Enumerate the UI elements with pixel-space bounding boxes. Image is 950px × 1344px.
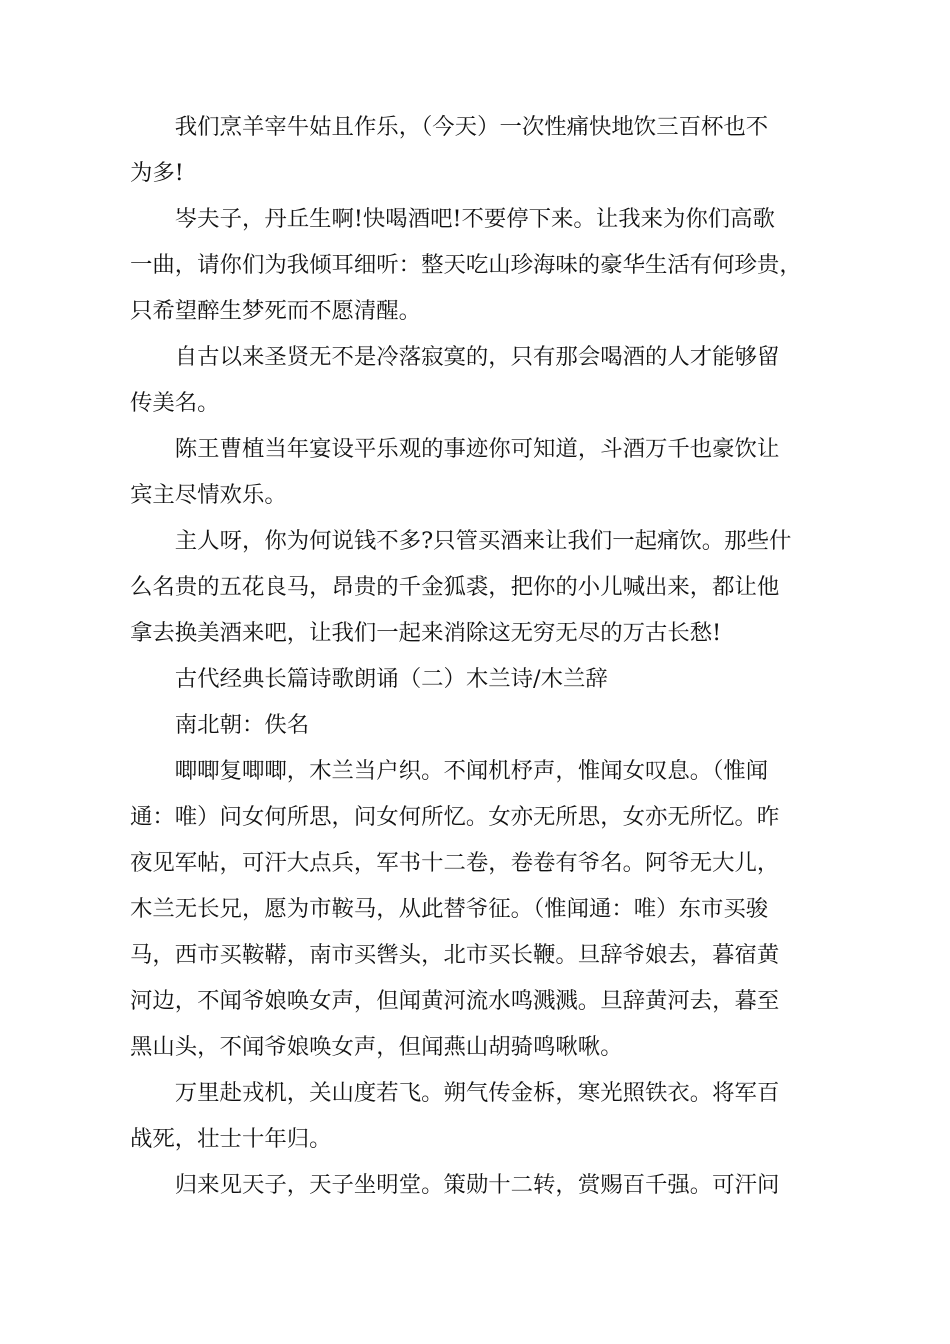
document-page	[130, 104, 820, 1208]
paragraph-8	[130, 748, 820, 1070]
text-line: 归来见天子，天子坐明堂。策勋十二转，赏赐百千强。可汗问	[174, 1172, 780, 1198]
text-line: 一曲，请你们为我倾耳细听：整天吃山珍海味的豪华生活有何珍贵，	[130, 252, 802, 278]
author-text: 南北朝：佚名	[174, 712, 310, 738]
text-line: 传美名。	[130, 390, 220, 416]
text-line: 通：唯）问女何所思，问女何所忆。女亦无所思，女亦无所忆。昨	[130, 804, 780, 830]
text-line: 宾主尽情欢乐。	[130, 482, 287, 508]
text-line: 么名贵的五花良马，昂贵的千金狐裘，把你的小儿喊出来，都让他	[130, 574, 780, 600]
text-line: 马，西市买鞍鞯，南市买辔头，北市买长鞭。旦辞爷娘去，暮宿黄	[130, 942, 780, 968]
paragraph-9	[130, 1070, 820, 1162]
text-line: 河边，不闻爷娘唤女声，但闻黄河流水鸣溅溅。旦辞黄河去，暮至	[130, 988, 780, 1014]
text-line: 陈王曹植当年宴设平乐观的事迹你可知道，斗酒万千也豪饮让	[174, 436, 780, 462]
text-line: 我们烹羊宰牛姑且作乐，（今天）一次性痛快地饮三百杯也不	[174, 114, 769, 140]
text-line: 主人呀，你为何说钱不多?只管买酒来让我们一起痛饮。那些什	[174, 528, 792, 554]
paragraph-4	[130, 426, 820, 518]
paragraph-10	[130, 1162, 820, 1208]
text-line: 只希望醉生梦死而不愿清醒。	[130, 298, 422, 324]
text-line: 自古以来圣贤无不是冷落寂寞的，只有那会喝酒的人才能够留	[174, 344, 780, 370]
text-line: 木兰无长兄，愿为市鞍马，从此替爷征。（惟闻通：唯）东市买骏	[130, 896, 769, 922]
paragraph-1	[130, 104, 820, 196]
section-heading	[130, 656, 820, 702]
text-line: 唧唧复唧唧，木兰当户织。不闻机杼声，惟闻女叹息。（惟闻	[174, 758, 769, 784]
text-line: 岑夫子，丹丘生啊!快喝酒吧!不要停下来。让我来为你们高歌	[174, 206, 775, 232]
text-line: 为多!	[130, 160, 184, 186]
author-line	[130, 702, 820, 748]
text-line: 黑山头，不闻爷娘唤女声，但闻燕山胡骑鸣啾啾。	[130, 1034, 623, 1060]
paragraph-2	[130, 196, 820, 334]
text-line: 万里赴戎机，关山度若飞。朔气传金柝，寒光照铁衣。将军百	[174, 1080, 780, 1106]
text-line: 拿去换美酒来吧，让我们一起来消除这无穷无尽的万古长愁!	[130, 620, 722, 646]
text-line: 夜见军帖，可汗大点兵，军书十二卷，卷卷有爷名。阿爷无大儿，	[130, 850, 780, 876]
paragraph-3	[130, 334, 820, 426]
paragraph-5	[130, 518, 820, 656]
heading-line: 古代经典长篇诗歌朗诵（二）木兰诗/木兰辞	[174, 666, 608, 692]
text-line: 战死，壮士十年归。	[130, 1126, 332, 1152]
